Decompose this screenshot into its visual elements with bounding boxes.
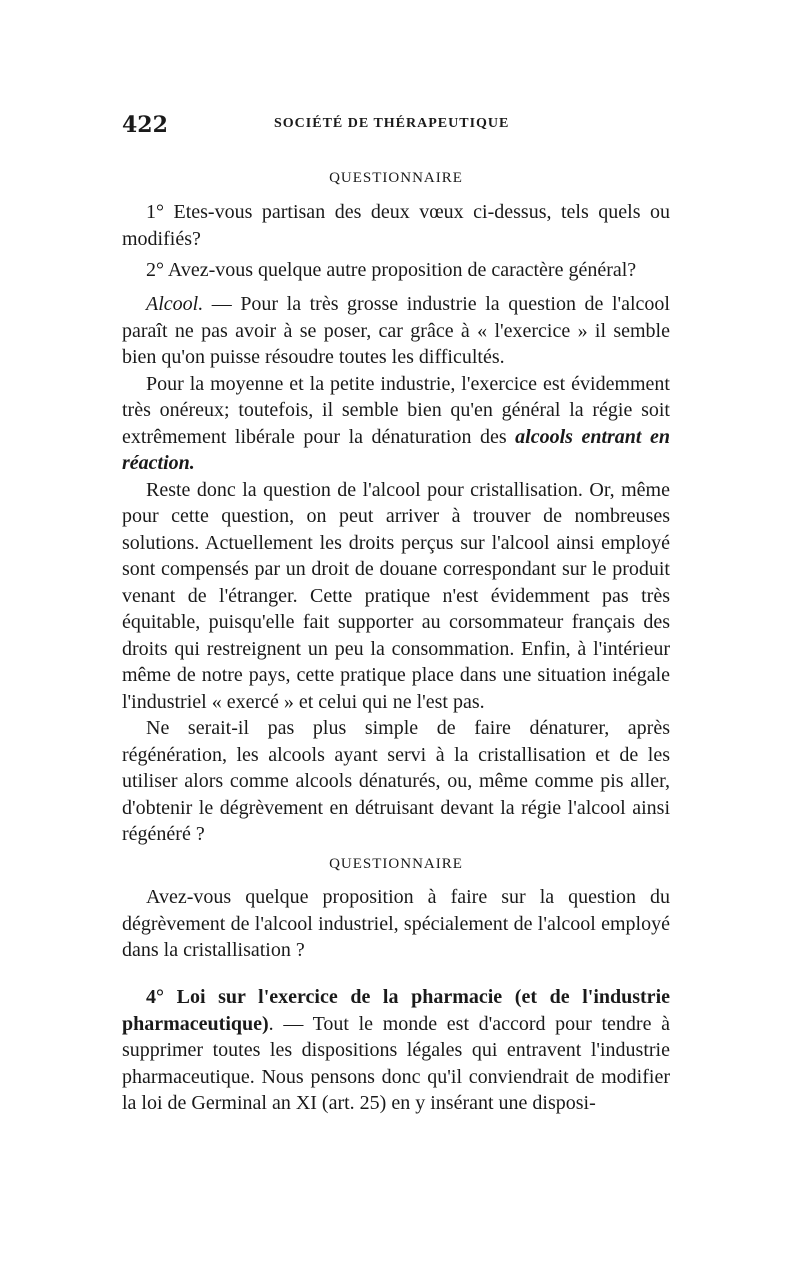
alcool-paragraph-1: [122, 291, 670, 371]
alcool-paragraph-2: [122, 371, 670, 477]
question-1: 1° Etes-vous partisan des deux vœux ci-dessus, tels quels ou modifiés?: [122, 201, 670, 250]
section-4: [122, 984, 670, 1117]
alcool-p2-italic: alcools entrant en réaction.: [122, 425, 670, 474]
section-4-text: . — Tout le monde est d'accord pour tendre à supprimer toutes les dispositions légales qui entravent l'industrie pharmaceutique. Nous pensons donc qu'il conviendrait de modifier la loi de Germinal an XI (art. 25) en y insérant une disposi-: [122, 1012, 670, 1114]
page-header: [122, 112, 672, 140]
questionnaire-2-text: Avez-vous quelque proposition à faire sur la question du dégrèvement de l'alcool industriel, spécialement de l'alcool employé dans la cristallisation ?: [122, 886, 670, 961]
alcool-paragraph-4: Ne serait-il pas plus simple de faire dénaturer, après régénération, les alcools ayant servi à la cristallisation et de les utiliser alors comme alcools dénaturés, ou, même comme pis aller, d'obtenir le dégrèvement en détruisant devant la régie l'alcool ainsi régénéré ?: [122, 717, 670, 845]
questionnaire-heading-1: QUESTIONNAIRE: [329, 170, 463, 186]
alcool-section: [122, 291, 670, 848]
running-title: SOCIÉTÉ DE THÉRAPEUTIQUE: [274, 116, 510, 131]
page-number: 422: [122, 112, 168, 138]
questionnaire-heading-2: QUESTIONNAIRE: [329, 856, 463, 872]
alcool-p2-text: Pour la moyenne et la petite industrie, l'exercice est évidemment très onéreux; toutefois, il semble bien qu'en général la régie soit extrêmement libérale pour la dénaturation des: [122, 372, 670, 448]
alcool-p1-text: — Pour la très grosse industrie la question de l'alcool paraît ne pas avoir à se poser, car grâce à « l'exercice » il semble bien qu'on puisse résoudre toutes les difficultés.: [122, 293, 670, 368]
questionnaire-1-block: [122, 199, 670, 284]
alcool-paragraph-3: Reste donc la question de l'alcool pour cristallisation. Or, même pour cette question, on peut arriver à trouver de nombreuses solutions. Actuellement les droits perçus sur l'alcool ainsi employé sont compensés par un droit de douane correspondant sur le produit venant de l'étranger. Cette pratique n'est évidemment pas très équitable, puisqu'elle fait supporter au corsommateur français des droits qui restreignent un peu la consommation. Enfin, à l'intérieur même de notre pays, cette pratique place dans une situation inégale l'industriel « exercé » et celui qui ne l'est pas.: [122, 478, 670, 713]
alcool-label: Alcool.: [146, 293, 204, 315]
questionnaire-2-block: [122, 884, 670, 964]
question-2: 2° Avez-vous quelque autre proposition de caractère général?: [146, 259, 637, 281]
section-4-title: 4° Loi sur l'exercice de la pharmacie (et de l'industrie pharmaceutique): [122, 986, 670, 1035]
section-4-paragraph: [122, 984, 670, 1117]
